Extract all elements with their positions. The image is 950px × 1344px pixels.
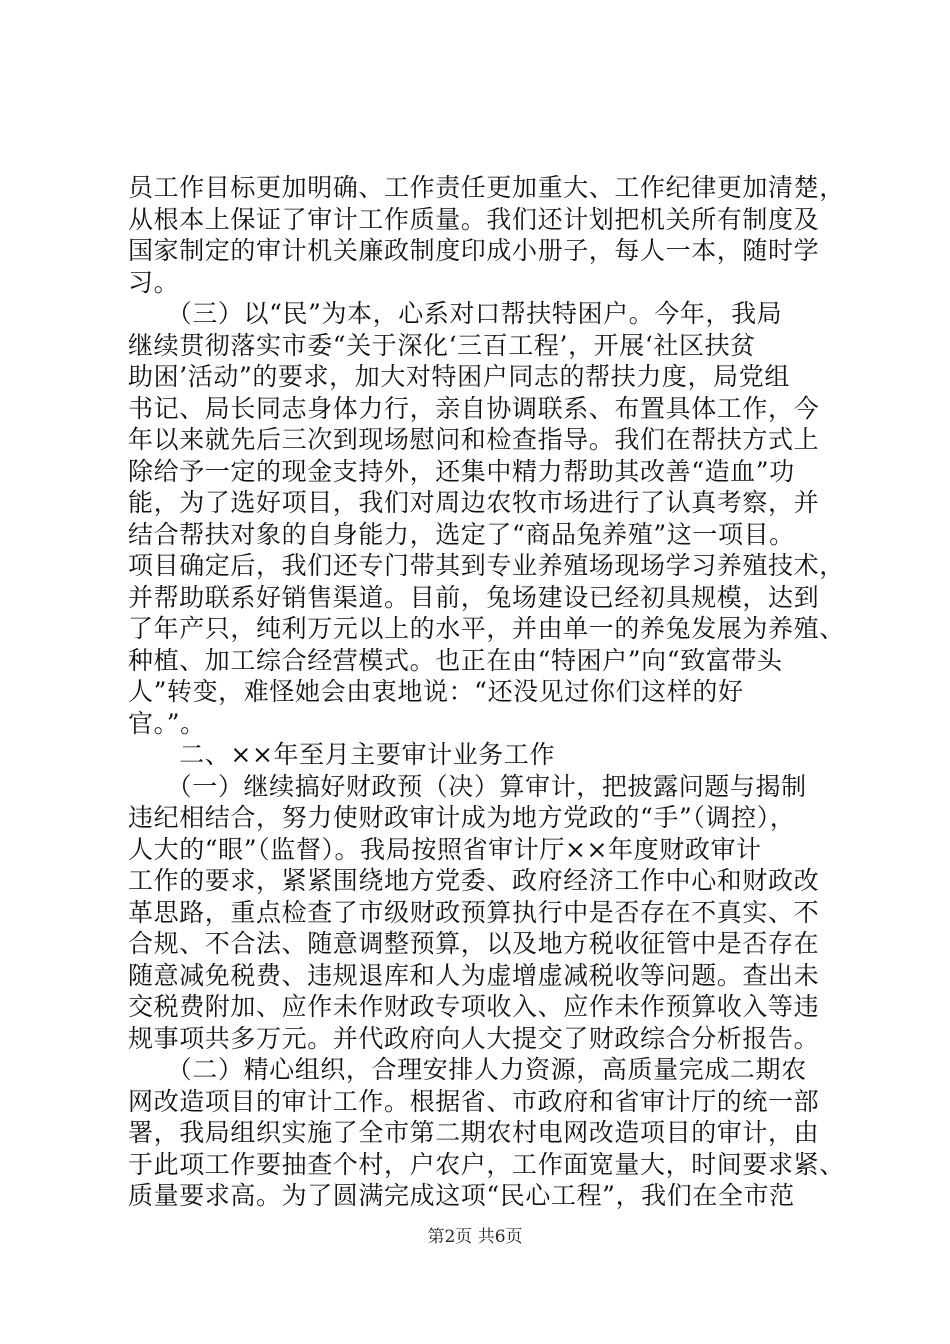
- text-line: 工作的要求，紧紧围绕地方党委、政府经济工作中心和财政改: [128, 866, 820, 895]
- text-line: 二、××年至月主要审计业务工作: [128, 740, 556, 769]
- text-line: 年以来就先后三次到现场慰问和检查指导。我们在帮扶方式上: [128, 425, 820, 454]
- text-line: 违纪相结合，努力使财政审计成为地方党政的“手”（调控），: [128, 803, 796, 832]
- text-line: 署，我局组织实施了全市第二期农村电网改造项目的审计，由: [128, 1118, 820, 1147]
- text-line: 并帮助联系好销售渠道。目前，兔场建设已经初具规模，达到: [128, 582, 820, 612]
- text-line: 人”转变，难怪她会由衷地说：“还没见过你们这样的好: [128, 677, 744, 706]
- text-line: 种植、加工综合经营模式。也正在由“特困户”向“致富带头: [128, 645, 783, 675]
- text-line: 国家制定的审计机关廉政制度印成小册子，每人一本，随时学: [128, 236, 820, 265]
- text-line: 合规、不合法、随意调整预算，以及地方税收征管中是否存在: [128, 929, 820, 958]
- text-line: 除给予一定的现金支持外，还集中精力帮助其改善“造血”功: [128, 456, 795, 486]
- text-line: 革思路，重点检查了市级财政预算执行中是否存在不真实、不: [128, 897, 820, 927]
- page-number-footer: 第2页 共6页: [427, 1227, 523, 1247]
- text-line: 质量要求高。为了圆满完成这项“民心工程”，我们在全市范: [128, 1181, 795, 1210]
- text-line: 网改造项目的审计工作。根据省、市政府和省审计厅的统一部: [128, 1086, 820, 1116]
- text-line: （一）继续搞好财政预（决）算审计，把披露问题与揭制: [128, 771, 807, 801]
- text-line: 能，为了选好项目，我们对周边农牧市场进行了认真考察，并: [128, 488, 820, 517]
- text-line: 官。”。: [128, 708, 206, 738]
- text-line: 了年产只，纯利万元以上的水平，并由单一的养兔发展为养殖、: [128, 614, 845, 643]
- text-line: 规事项共多万元。并代政府向人大提交了财政综合分析报告。: [128, 1023, 820, 1053]
- document-body: [128, 172, 845, 1212]
- text-line: （二）精心组织，合理安排人力资源，高质量完成二期农: [128, 1055, 807, 1084]
- text-line: 结合帮扶对象的自身能力，选定了“商品兔养殖”这一项目。: [128, 519, 795, 549]
- text-line: 习。: [128, 267, 180, 297]
- text-line: 于此项工作要抽查个村，户农户，工作面宽量大，时间要求紧、: [128, 1149, 845, 1179]
- text-line: 员工作目标更加明确、工作责任更加重大、工作纪律更加清楚，: [128, 173, 845, 202]
- text-line: 项目确定后，我们还专门带其到专业养殖场现场学习养殖技术，: [128, 551, 845, 580]
- text-line: 助困’活动”的要求，加大对特困户同志的帮扶力度，局党组: [128, 362, 790, 391]
- text-line: 书记、局长同志身体力行，亲自协调联系、布置具体工作，今: [128, 393, 820, 423]
- text-line: 继续贯彻落实市委“关于深化‘三百工程’，开展‘社区扶贫: [128, 330, 756, 360]
- text-line: 从根本上保证了审计工作质量。我们还计划把机关所有制度及: [128, 204, 820, 234]
- text-line: 交税费附加、应作未作财政专项收入、应作未作预算收入等违: [128, 992, 820, 1021]
- text-line: （三）以“民”为本，心系对口帮扶特困户。今年，我局: [128, 299, 783, 328]
- text-line: 随意减免税费、违规退库和人为虚增虚减税收等问题。查出未: [128, 960, 820, 990]
- text-line: 人大的“眼”（监督）。我局按照省审计厅××年度财政审计: [128, 834, 762, 864]
